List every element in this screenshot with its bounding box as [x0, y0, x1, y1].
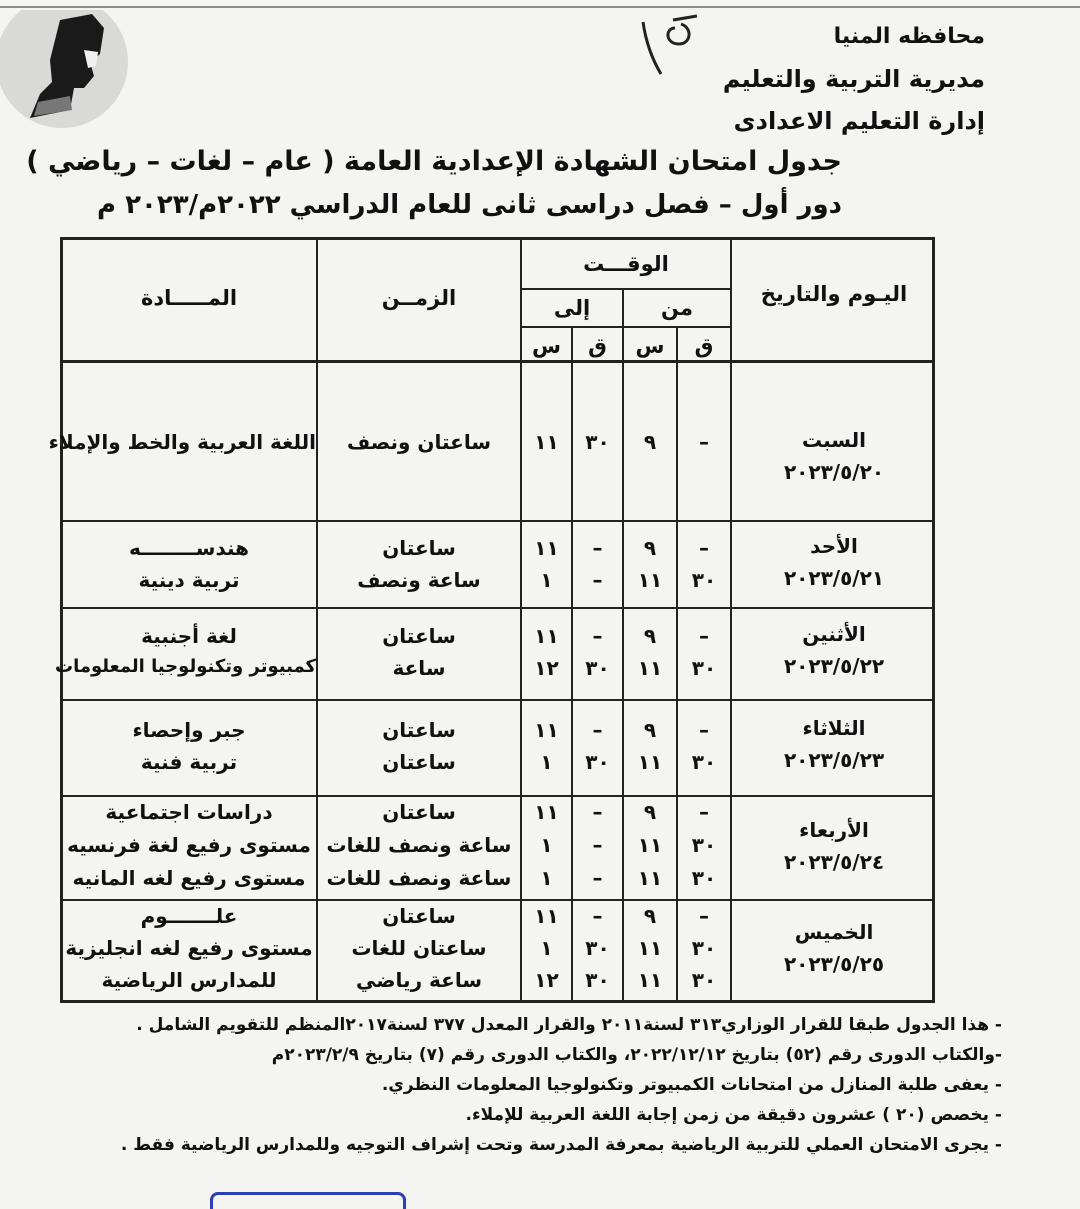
page-subtitle: دور أول – فصل دراسى ثانى للعام الدراسي ٢٠٢٢م/٢٠٢٣ م — [96, 190, 842, 220]
subject: تربية فنية — [140, 750, 238, 774]
top-divider — [0, 6, 1080, 8]
footnote: - هذا الجدول طبقا للقرار الوزاري٣١٣ لسنة٢٠١١ والقرار المعدل ٣٧٧ لسنة٢٠١٧المنظم للتقويم الشامل . — [136, 1015, 1002, 1035]
to-hours: ١١ — [534, 800, 559, 824]
grid-line — [62, 607, 933, 609]
to-minutes: ٣٠ — [585, 936, 610, 960]
to-minutes: – — [592, 568, 603, 592]
row-date: ٢٠٢٣/٥/٢٣ — [783, 748, 885, 772]
footnote: -والكتاب الدورى رقم (٥٢) بتاريخ ٢٠٢٢/١٢/١٢، والكتاب الدورى رقم (٧) بتاريخ ٢٠٢٣/٢/٩م — [271, 1045, 1002, 1065]
page-title: جدول امتحان الشهادة الإعدادية العامة ( عام – لغات – رياضي ) — [26, 146, 842, 177]
handwritten-number-icon — [635, 14, 705, 84]
subject: جبر وإحصاء — [132, 718, 246, 742]
duration: ساعة رياضي — [355, 968, 483, 992]
from-minutes: ٣٠ — [691, 833, 717, 857]
header-time: الوقـــت — [583, 252, 669, 276]
duration: ساعتان ونصف — [346, 430, 491, 454]
from-hours: ١١ — [637, 833, 663, 857]
directorate-name: مديرية التربية والتعليم — [722, 65, 985, 93]
header-to: إلى — [553, 296, 591, 320]
subject: مستوى رفيع لغه المانيه — [72, 866, 306, 890]
to-minutes: – — [592, 866, 603, 890]
duration: ساعتان — [382, 750, 456, 774]
grid-line — [62, 360, 933, 363]
from-hours: ٩ — [643, 536, 657, 560]
row-day: الثلاثاء — [802, 716, 866, 740]
from-minutes: ٣٠ — [691, 866, 717, 890]
to-minutes: ٣٠ — [585, 750, 610, 774]
subject: مستوى رفيع لغة فرنسيه — [67, 833, 311, 857]
to-hours: ١١ — [534, 430, 559, 454]
row-date: ٢٠٢٣/٥/٢٢ — [783, 654, 885, 678]
from-hours: ٩ — [643, 624, 657, 648]
header-duration: الزمــن — [381, 286, 457, 310]
from-hours: ٩ — [643, 430, 657, 454]
duration: ساعة ونصف — [357, 568, 481, 592]
to-hours: ١١ — [534, 536, 559, 560]
footnote: - يجرى الامتحان العملي للتربية الرياضية بمعرفة المدرسة وتحت إشراف التوجيه وللمدارس الرياضية فقط . — [120, 1135, 1002, 1155]
row-day: الخميس — [794, 920, 874, 944]
subject: دراسات اجتماعية — [105, 800, 273, 824]
from-minutes: – — [699, 904, 709, 928]
to-minutes: ٣٠ — [585, 430, 610, 454]
row-day: الأحد — [810, 534, 858, 558]
row-day: الأربعاء — [799, 818, 869, 842]
row-date: ٢٠٢٣/٥/٢٤ — [783, 850, 885, 874]
subject: علـــــــوم — [140, 904, 238, 928]
from-hours: ١١ — [637, 568, 663, 592]
header-from-minutes: ق — [694, 334, 714, 358]
duration: ساعتان — [382, 718, 456, 742]
from-minutes: ٣٠ — [691, 656, 717, 680]
from-minutes: – — [699, 718, 709, 742]
grid-line — [520, 326, 730, 328]
to-hours: ١ — [540, 866, 553, 890]
to-hours: ١٢ — [534, 656, 559, 680]
to-minutes: – — [592, 536, 603, 560]
to-minutes: – — [592, 833, 603, 857]
duration: ساعتان — [382, 536, 456, 560]
issuer-header — [723, 16, 985, 142]
from-hours: ١١ — [637, 936, 663, 960]
duration: ساعة — [392, 656, 446, 680]
from-minutes: ٣٠ — [691, 968, 717, 992]
from-minutes: ٣٠ — [691, 568, 717, 592]
header-subject: المـــــادة — [140, 286, 238, 310]
from-minutes: ٣٠ — [691, 750, 717, 774]
row-date: ٢٠٢٣/٥/٢٠ — [783, 460, 885, 484]
subject: اللغة العربية والخط والإملاء — [48, 430, 316, 454]
duration: ساعتان — [382, 800, 456, 824]
duration: ساعة ونصف للغات — [326, 833, 512, 857]
nefertiti-logo-icon — [0, 10, 135, 128]
to-minutes: – — [592, 800, 603, 824]
footnotes — [121, 1010, 1002, 1160]
from-hours: ١١ — [637, 866, 663, 890]
from-minutes: – — [699, 624, 709, 648]
subject: كمبيوتر وتكنولوجيا المعلومات — [55, 656, 316, 677]
footnote: - يخصص (٢٠ ) عشرون دقيقة من زمن إجابة اللغة العربية للإملاء. — [465, 1105, 1002, 1125]
to-hours: ١١ — [534, 718, 559, 742]
to-hours: ١ — [540, 750, 553, 774]
subject: لغة أجنبية — [141, 624, 237, 648]
subject: هندســــــــه — [128, 536, 250, 560]
to-minutes: – — [592, 624, 603, 648]
header-from-hours: س — [635, 334, 665, 358]
header-from: من — [661, 296, 693, 320]
from-minutes: ٣٠ — [691, 936, 717, 960]
from-minutes: – — [699, 800, 709, 824]
from-hours: ١١ — [637, 656, 663, 680]
subject: للمدارس الرياضية — [101, 968, 277, 992]
to-minutes: – — [592, 904, 603, 928]
duration: ساعة ونصف للغات — [326, 866, 512, 890]
governorate-name: محافظه المنيا — [833, 24, 985, 49]
from-hours: ٩ — [643, 718, 657, 742]
duration: ساعتان — [382, 624, 456, 648]
from-hours: ١١ — [637, 968, 663, 992]
row-day: الأثنين — [802, 622, 866, 646]
grid-line — [520, 288, 730, 290]
to-minutes: – — [592, 718, 603, 742]
from-hours: ٩ — [643, 800, 657, 824]
to-hours: ١٢ — [534, 968, 559, 992]
row-day: السبت — [801, 428, 867, 452]
subject: مستوى رفيع لغه انجليزية — [65, 936, 313, 960]
to-minutes: ٣٠ — [585, 656, 610, 680]
from-hours: ١١ — [637, 750, 663, 774]
from-minutes: – — [699, 536, 709, 560]
from-minutes: – — [699, 430, 709, 454]
to-hours: ١ — [540, 833, 553, 857]
header-to-hours: س — [532, 334, 561, 358]
from-hours: ٩ — [643, 904, 657, 928]
row-date: ٢٠٢٣/٥/٢١ — [783, 566, 885, 590]
to-hours: ١ — [540, 936, 553, 960]
duration: ساعتان للغات — [351, 936, 487, 960]
row-date: ٢٠٢٣/٥/٢٥ — [783, 952, 885, 976]
grid-line — [730, 240, 732, 1000]
grid-line — [62, 899, 933, 901]
signature-stroke — [210, 1192, 406, 1209]
subject: تربية دينية — [138, 568, 240, 592]
grid-line — [62, 699, 933, 701]
to-hours: ١١ — [534, 904, 559, 928]
to-hours: ١١ — [534, 624, 559, 648]
footnote: - يعفى طلبة المنازل من امتحانات الكمبيوتر وتكنولوجيا المعلومات النظري. — [381, 1075, 1002, 1095]
header-to-minutes: ق — [588, 334, 607, 358]
grid-line — [62, 795, 933, 797]
to-minutes: ٣٠ — [585, 968, 610, 992]
to-hours: ١ — [540, 568, 553, 592]
duration: ساعتان — [382, 904, 456, 928]
grid-line — [62, 520, 933, 522]
administration-name: إدارة التعليم الاعدادى — [733, 107, 985, 135]
header-day-date: اليـوم والتاريخ — [760, 282, 908, 306]
